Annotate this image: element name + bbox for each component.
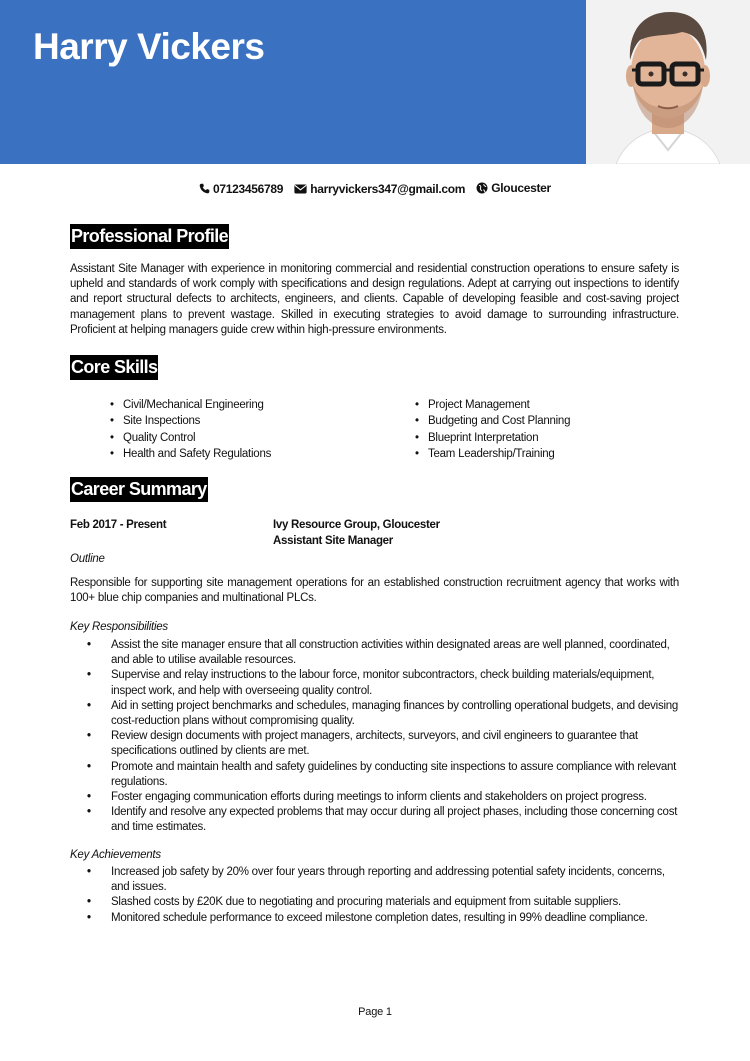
skill-item: • Civil/Mechanical Engineering (110, 397, 271, 413)
section-title-profile: Professional Profile (70, 224, 229, 249)
contact-email[interactable] (294, 182, 465, 196)
phone-number: 07123456789 (213, 181, 284, 196)
page-number: Page 1 (358, 1006, 392, 1018)
phone-icon (199, 183, 210, 194)
portrait-photo (586, 0, 750, 164)
responsibilities-list (87, 638, 679, 836)
location-text: Gloucester (491, 181, 551, 195)
outline-text: Responsible for supporting site management operations for an established construction recruitment agency that works with 100+ blue chip companies and multinational PLCs. (70, 577, 679, 605)
skill-item: • Health and Safety Regulations (110, 446, 271, 462)
list-item: • Slashed costs by £20K due to negotiating and procuring materials and equipment from suitable suppliers. (87, 895, 679, 910)
contact-phone[interactable] (199, 182, 283, 196)
list-item: • Monitored schedule performance to exceed milestone completion dates, resulting in 99% deadline compliance. (87, 911, 679, 926)
list-item: • Assist the site manager ensure that all construction activities within designated areas are well planned, coordinated, and able to utilise available resources. (87, 638, 679, 668)
envelope-icon (294, 184, 307, 194)
list-item: • Increased job safety by 20% over four years through reporting and addressing potential safety incidents, concerns, and issues. (87, 865, 679, 895)
skills-list-left (110, 397, 271, 463)
job-role: Assistant Site Manager (273, 535, 393, 547)
outline-label: Outline (70, 553, 105, 565)
list-item: • Review design documents with project managers, architects, surveyors, and civil engineers to guarantee that specifications outlined by clients are met. (87, 729, 679, 759)
header-band (0, 0, 586, 164)
list-item: • Supervise and relay instructions to the labour force, monitor subcontractors, check building materials/equipment, inspect work, and help with overseeing quality control. (87, 668, 679, 698)
job-dates: Feb 2017 - Present (70, 519, 167, 531)
list-item: • Foster engaging communication efforts during meetings to inform clients and stakeholders on project progress. (87, 790, 679, 805)
skill-item: • Project Management (415, 397, 570, 413)
skill-item: • Team Leadership/Training (415, 446, 570, 462)
skill-item: • Blueprint Interpretation (415, 430, 570, 446)
skills-list-right (415, 397, 570, 463)
achievements-list (87, 865, 679, 926)
responsibilities-label: Key Responsibilities (70, 621, 168, 633)
skill-item: • Site Inspections (110, 413, 271, 429)
list-item: • Identify and resolve any expected problems that may occur during all project phases, including those concerning cost and time estimates. (87, 805, 679, 835)
section-title-skills: Core Skills (70, 355, 158, 380)
contact-bar (0, 181, 750, 197)
skill-item: • Budgeting and Cost Planning (415, 413, 570, 429)
list-item: • Promote and maintain health and safety guidelines by conducting site inspections to assure compliance with relevant regulations. (87, 760, 679, 790)
section-title-career: Career Summary (70, 477, 208, 502)
candidate-name: Harry Vickers (33, 26, 265, 67)
profile-photo (586, 0, 750, 164)
contact-location (476, 181, 551, 195)
email-address: harryvickers347@gmail.com (310, 182, 466, 196)
job-company: Ivy Resource Group, Gloucester (273, 519, 440, 531)
skill-item: • Quality Control (110, 430, 271, 446)
profile-text: Assistant Site Manager with experience in monitoring commercial and residential construction operations to ensure safety is upheld and standards of work comply with specifications and design regulations. Adept at carrying out inspections to identify and report structural defects to architects, engineers, and clients. Capable of developing feasible and cost-saving project management plans to prevent wastage. Skilled in executing strategies to avoid damage to surrounding infrastructure. Proficient at helping managers guide crew within high-pressure environments. (70, 263, 679, 336)
achievements-label: Key Achievements (70, 849, 161, 861)
globe-icon (476, 182, 488, 194)
list-item: • Aid in setting project benchmarks and schedules, managing finances by controlling operational budgets, and devising cost-reduction plans without compromising quality. (87, 699, 679, 729)
